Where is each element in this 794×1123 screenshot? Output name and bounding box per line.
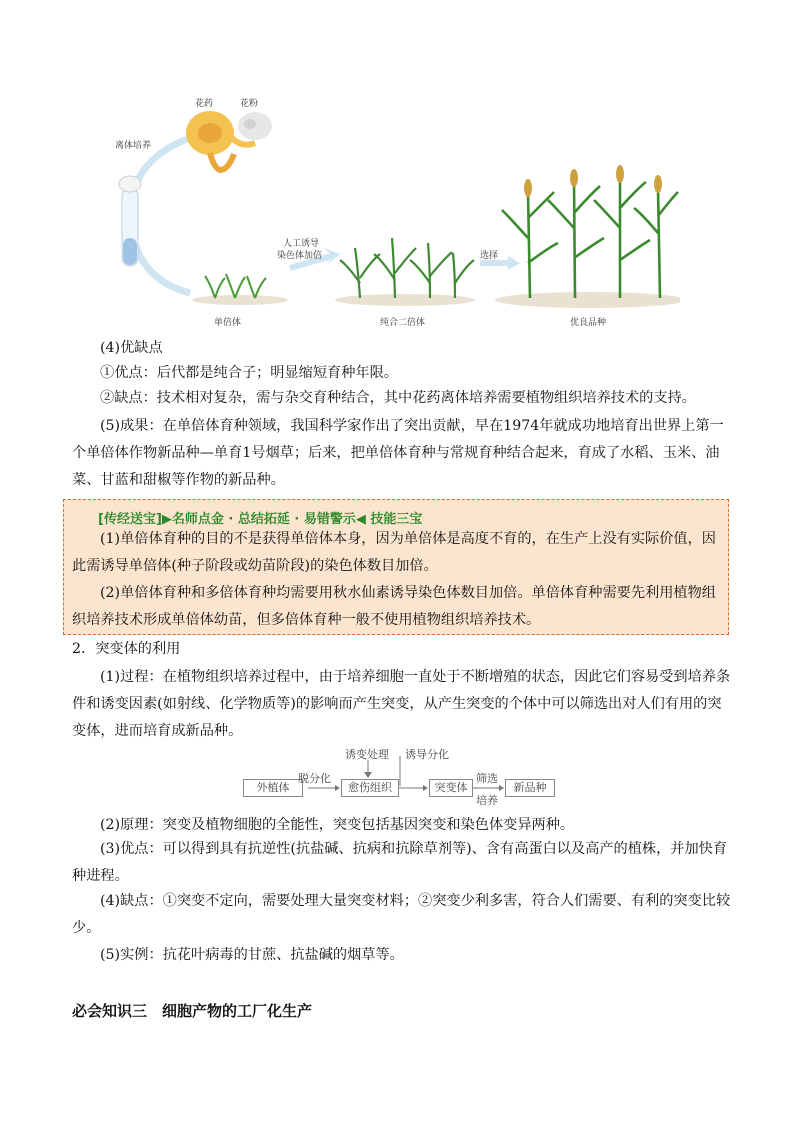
haploid-seedlings: [205, 274, 266, 298]
section4-disadvantage: ②缺点：技术相对复杂，需与杂交育种结合，其中花药离体培养需要植物组织培养技术的支持。: [100, 390, 696, 406]
flow-screen-label: 筛选: [476, 772, 498, 785]
label-fine-variety: 优良品种: [570, 318, 607, 328]
label-pure-diploid: 纯合二倍体: [380, 318, 426, 328]
flow-induce-diff-label: 诱导分化: [405, 748, 449, 761]
section4-title: (4)优缺点: [100, 340, 163, 356]
mutant-heading: 2．突变体的利用: [72, 641, 181, 657]
label-anther: 花药: [195, 99, 214, 109]
flow-mutagen-label: 诱变处理: [345, 748, 389, 761]
tip-box: [63, 499, 729, 635]
haploid-breeding-illustration: [110, 88, 680, 333]
tip-title: [传经送宝]▶名师点金 · 总结拓延 · 易错警示◀ 技能三宝: [98, 512, 423, 527]
flow-explant-box: 外植体: [243, 779, 303, 797]
mutant-advantage: (3)优点：可以得到具有抗逆性(抗盐碱、抗病和抗除草剂等)、含有高蛋白以及高产的植株，并加快育种进程。: [72, 841, 728, 884]
label-culture: 离体培养: [115, 141, 152, 151]
flow-new-variety-box: 新品种: [505, 779, 555, 797]
tip-paragraph-2: (2)单倍体育种和多倍体育种均需要用秋水仙素诱导染色体数目加倍。单倍体育种需要先利用植物组织培养技术形成单倍体幼苗，但多倍体育种一般不使用植物组织培养技术。: [72, 585, 716, 628]
flow-callus-box: 愈伤组织: [341, 779, 399, 797]
mutant-flow-diagram: [240, 742, 560, 807]
label-induce-2: 染色体加倍: [277, 251, 323, 261]
flow-cultivate-label: 培养: [476, 794, 498, 807]
label-pollen: 花粉: [240, 99, 259, 109]
mutant-disadvantage: (4)缺点：①突变不定向，需要处理大量突变材料；②突变少利多害，符合人们需要、有利的突变比较少。: [72, 893, 731, 936]
flow-dediff-label: 脱分化: [298, 772, 331, 785]
culture-arrow: [130, 138, 190, 293]
label-induce-1: 人工诱导: [283, 239, 320, 249]
mutant-principle: (2)原理：突变及植物细胞的全能性，突变包括基因突变和染色体变异两种。: [100, 817, 575, 833]
flow-mutant-box: 突变体: [429, 779, 473, 797]
mutant-process: (1)过程：在植物组织培养过程中，由于培养细胞一直处于不断增殖的状态，因此它们容易受到培养条件和诱变因素(如射线、化学物质等)的影响而产生突变，从产生突变的个体中可以筛选出对人们有用的突变体，进而培育成新品种。: [72, 669, 731, 739]
mutant-example: (5)实例：抗花叶病毒的甘蔗、抗盐碱的烟草等。: [100, 947, 404, 963]
label-haploid: 单倍体: [214, 318, 242, 328]
section3-heading: 必会知识三 细胞产物的工厂化生产: [72, 1002, 313, 1020]
label-select: 选择: [480, 251, 499, 261]
tip-paragraph-1: (1)单倍体育种的目的不是获得单倍体本身，因为单倍体是高度不育的，在生产上没有实际价值，因此需诱导单倍体(种子阶段或幼苗阶段)的染色体数目加倍。: [72, 531, 716, 574]
diploid-plants: [340, 238, 474, 298]
section4-advantage: ①优点：后代都是纯合子；明显缩短育种年限。: [100, 365, 398, 381]
haploid-breeding-figure-svg: [110, 88, 680, 333]
section5-achievements: (5)成果：在单倍体育种领域，我国科学家作出了突出贡献，早在1974年就成功地培育出世界上第一个单倍体作物新品种—单育1号烟草；后来，把单倍体育种与常规育种结合起来，育成了水稻、玉米、油菜、甘蓝和甜椒等作物的新品种。: [72, 418, 724, 488]
